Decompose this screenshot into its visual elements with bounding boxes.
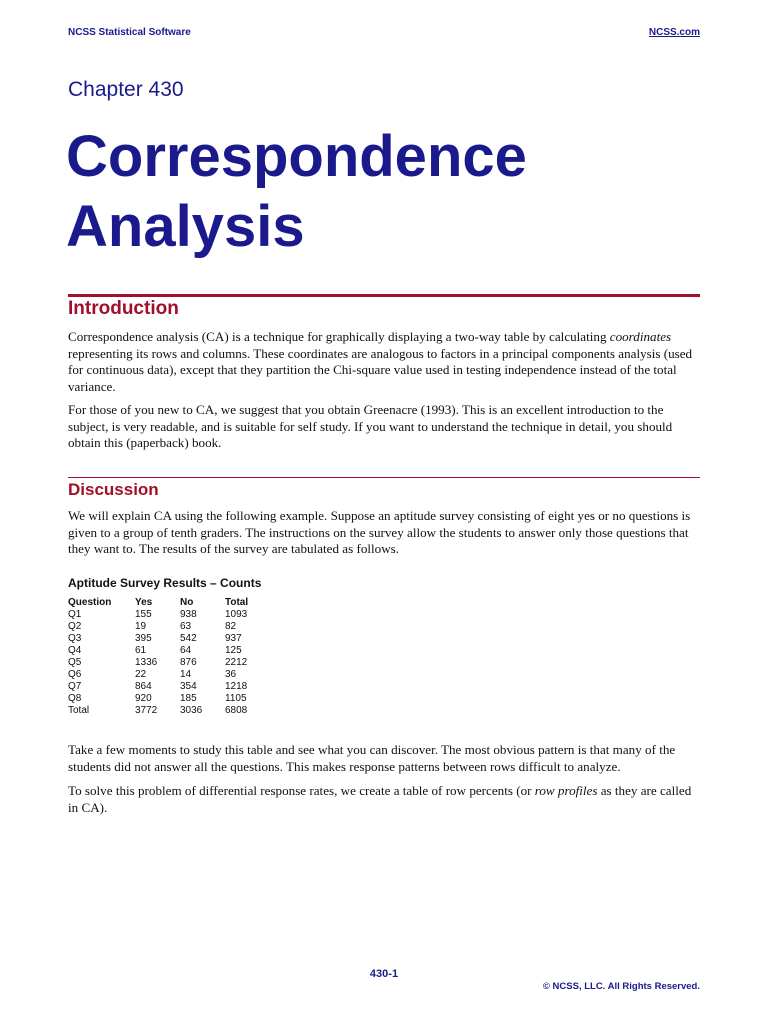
table-cell: 3036	[180, 705, 203, 716]
table-cell: 542	[180, 633, 197, 644]
column-header: Total	[225, 597, 249, 608]
discussion-paragraph-3	[68, 783, 704, 816]
table-cell: 64	[180, 645, 192, 656]
intro-p1-text-b: representing its rows and columns. These coordinates are analogous to factors in a principal components analysis (used for continuous data), except that they partition the Chi-square value used in testing independence instead of the total variance.	[68, 345, 693, 394]
table-cell: 61	[135, 645, 147, 656]
disc-p3-emphasis: row profiles	[534, 783, 598, 798]
table-cell: 1093	[225, 609, 248, 620]
table-cell: 2212	[225, 657, 248, 668]
table-cell: 1336	[135, 657, 158, 668]
table-cell: Q4	[68, 645, 82, 656]
table-cell: 864	[135, 681, 152, 692]
table-cell: Q7	[68, 681, 82, 692]
table-row	[68, 645, 275, 657]
disc-p3-text-b: as they are called in CA).	[68, 783, 692, 815]
table-row	[68, 693, 275, 705]
table-cell: Q3	[68, 633, 82, 644]
table-cell: 155	[135, 609, 152, 620]
table-cell: 1218	[225, 681, 248, 692]
column-header: Question	[68, 597, 112, 608]
table-cell: Total	[68, 705, 90, 716]
header-site-link[interactable]: NCSS.com	[648, 27, 700, 38]
table-row	[68, 669, 275, 681]
table-cell: 185	[180, 693, 197, 704]
page-title	[66, 122, 527, 262]
table-row	[68, 657, 275, 669]
column-header: Yes	[135, 597, 153, 608]
title-line-2: Analysis	[66, 194, 305, 259]
survey-counts-table	[68, 597, 275, 717]
table-cell: Q2	[68, 621, 82, 632]
table-cell: 937	[225, 633, 242, 644]
table-cell: 354	[180, 681, 197, 692]
header-software-name: NCSS Statistical Software	[68, 27, 191, 38]
table-row	[68, 633, 275, 645]
discussion-paragraph-2: Take a few moments to study this table and see what you can discover. The most obvious pattern is that many of the students did not answer all the questions. This makes response patterns between rows difficult to analyze.	[68, 742, 676, 774]
column-header: No	[180, 597, 194, 608]
table-cell: 125	[225, 645, 242, 656]
table-cell: 1105	[225, 693, 247, 704]
disc-p3-text-a: To solve this problem of differential response rates, we create a table of row percents (or	[68, 783, 535, 798]
intro-paragraph-2: For those of you new to CA, we suggest that you obtain Greenacre (1993). This is an excellent introduction to the subject, is very readable, and is suitable for self study. If you want to understand the technique in detail, you should obtain this (paperback) book.	[68, 402, 673, 450]
chapter-number: Chapter 430	[68, 78, 184, 101]
table-cell: Q8	[68, 693, 82, 704]
intro-paragraph-1	[68, 329, 704, 395]
introduction-heading: Introduction	[68, 298, 179, 319]
title-line-1: Correspondence	[66, 124, 527, 189]
table-cell: 395	[135, 633, 152, 644]
page-number: 430-1	[369, 968, 399, 980]
table-cell: 14	[180, 669, 192, 680]
table-row	[68, 681, 275, 693]
section-divider-thin	[68, 477, 700, 478]
table-cell: 876	[180, 657, 197, 668]
table-row	[68, 609, 275, 621]
table-cell: Q5	[68, 657, 82, 668]
table-cell: 82	[225, 621, 237, 632]
intro-p1-emphasis: coordinates	[609, 329, 672, 344]
table-cell: Q6	[68, 669, 82, 680]
table-cell: 36	[225, 669, 237, 680]
intro-p1-text-a: Correspondence analysis (CA) is a technique for graphically displaying a two-way table by calculating	[68, 329, 610, 344]
table-cell: 920	[135, 693, 152, 704]
discussion-paragraph-1: We will explain CA using the following example. Suppose an aptitude survey consisting of eight yes or no questions is given to a group of tenth graders. The instructions on the survey allow the students to answer only those questions that they want to. The results of the survey are tabulated as follows.	[68, 508, 691, 556]
copyright-notice: © NCSS, LLC. All Rights Reserved.	[542, 981, 700, 992]
table-title: Aptitude Survey Results – Counts	[68, 576, 262, 590]
table-row	[68, 621, 275, 633]
discussion-heading: Discussion	[68, 480, 159, 499]
table-header-row	[68, 597, 275, 609]
table-cell: 938	[180, 609, 197, 620]
section-divider-thick	[68, 294, 700, 297]
table-cell: 63	[180, 621, 192, 632]
table-cell: 6808	[225, 705, 248, 716]
table-row	[68, 705, 275, 717]
table-cell: Q1	[68, 609, 82, 620]
table-cell: 19	[135, 621, 147, 632]
table-cell: 3772	[135, 705, 158, 716]
table-cell: 22	[135, 669, 147, 680]
